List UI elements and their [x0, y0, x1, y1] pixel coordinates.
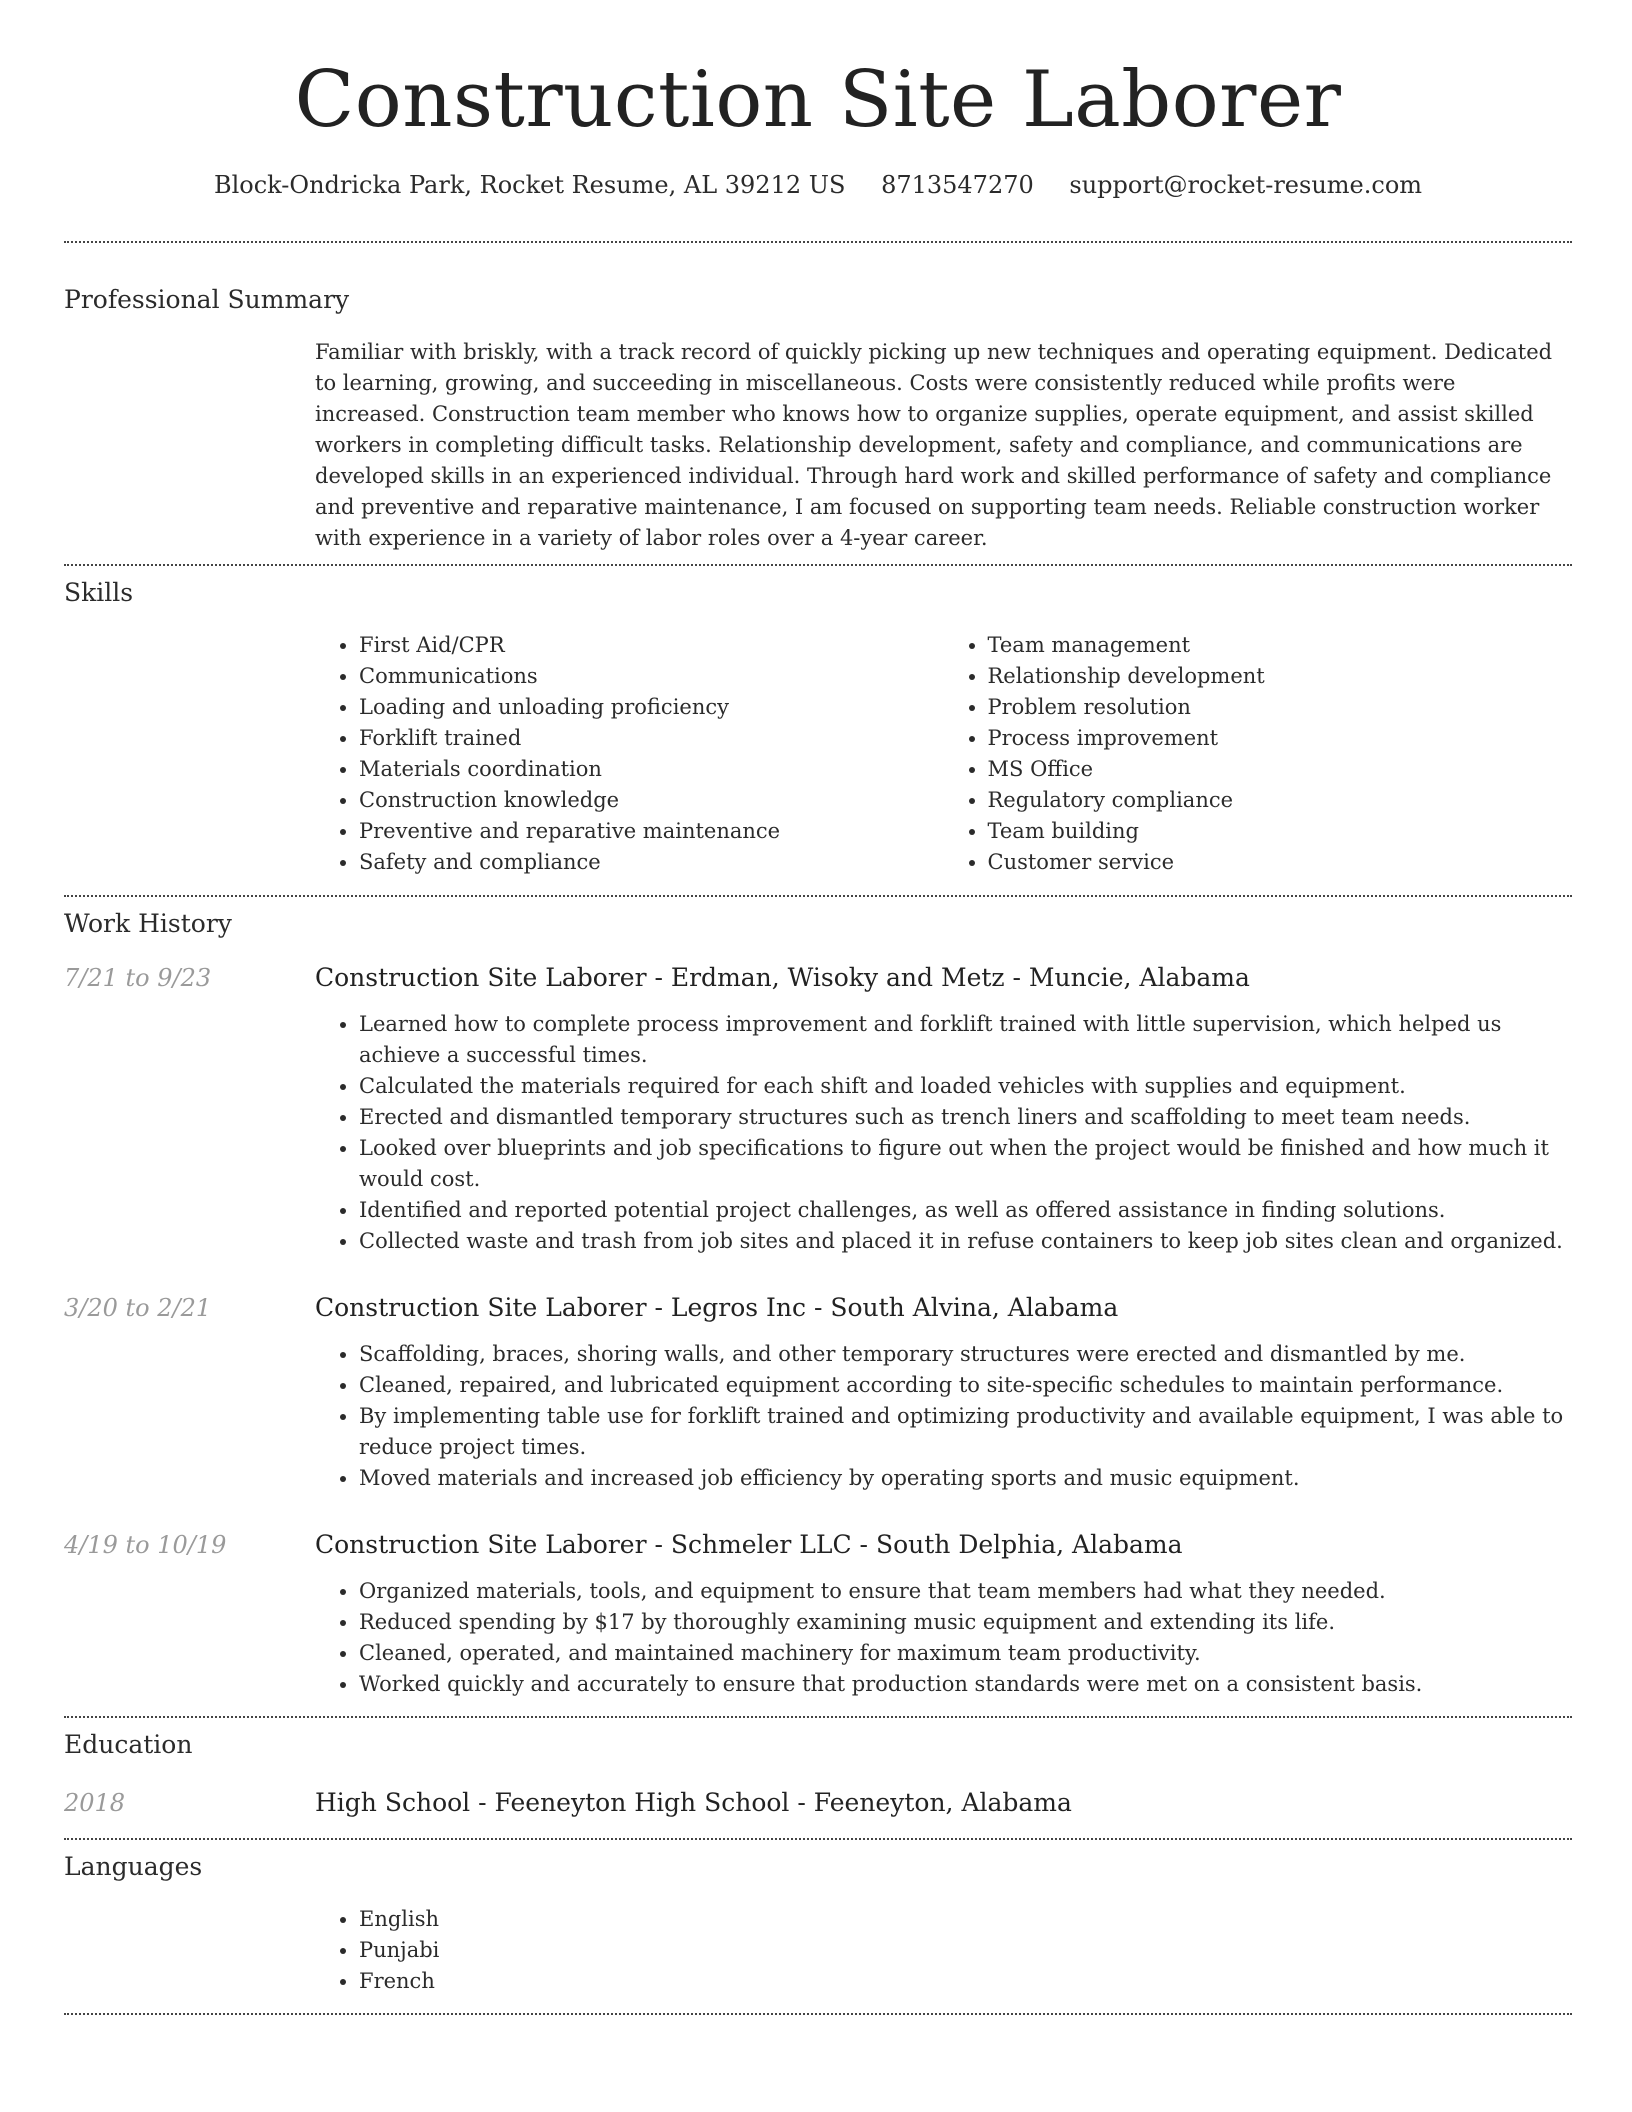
skill-item: • Team building: [988, 816, 1573, 847]
language-item: • French: [359, 1966, 1572, 1997]
skill-item: • Construction knowledge: [359, 785, 944, 816]
languages-heading: Languages: [64, 1852, 203, 1881]
skill-item: • Materials coordination: [359, 754, 944, 785]
job-duties: [315, 1339, 1572, 1494]
divider: [64, 564, 1572, 566]
contact-address: Block-Ondricka Park, Rocket Resume, AL 39212 US: [213, 171, 846, 199]
job-duty: • Collected waste and trash from job sites and placed it in refuse containers to keep job sites clean and organized.: [359, 1226, 1572, 1257]
skill-item: • Problem resolution: [988, 692, 1573, 723]
job-duty: • Reduced spending by $17 by thoroughly examining music equipment and extending its life.: [359, 1607, 1572, 1638]
skills-column-left: [315, 630, 944, 878]
skill-item: • Preventive and reparative maintenance: [359, 816, 944, 847]
divider: [64, 1716, 1572, 1718]
skills-heading: Skills: [64, 578, 134, 607]
job-duty: • Erected and dismantled temporary structures such as trench liners and scaffolding to meet team needs.: [359, 1102, 1572, 1133]
education-date: 2018: [64, 1789, 126, 1817]
skill-item: • Relationship development: [988, 661, 1573, 692]
language-item: • English: [359, 1904, 1572, 1935]
languages-list: [315, 1904, 1572, 1997]
skill-item: • Forklift trained: [359, 723, 944, 754]
divider: [64, 895, 1572, 897]
divider: [64, 241, 1572, 243]
skill-item: • Loading and unloading proficiency: [359, 692, 944, 723]
skill-item: • Regulatory compliance: [988, 785, 1573, 816]
job-duties: [315, 1009, 1572, 1257]
skills-list: [315, 630, 1572, 878]
job-duty: • By implementing table use for forklift trained and optimizing productivity and available equipment, I was able to reduce project times.: [359, 1401, 1572, 1463]
education-heading: Education: [64, 1730, 193, 1759]
job-duty: • Calculated the materials required for each shift and loaded vehicles with supplies and equipment.: [359, 1071, 1572, 1102]
summary-heading: Professional Summary: [64, 285, 350, 314]
job-duty: • Cleaned, operated, and maintained machinery for maximum team productivity.: [359, 1638, 1572, 1669]
skill-item: • Process improvement: [988, 723, 1573, 754]
contact-phone: 8713547270: [881, 171, 1034, 199]
contact-line: [64, 168, 1572, 202]
job-duty: • Organized materials, tools, and equipment to ensure that team members had what they needed.: [359, 1576, 1572, 1607]
skill-item: • Safety and compliance: [359, 847, 944, 878]
job-duty: • Looked over blueprints and job specifications to figure out when the project would be finished and how much it would cost.: [359, 1133, 1572, 1195]
language-item: • Punjabi: [359, 1935, 1572, 1966]
job-duty: • Learned how to complete process improvement and forklift trained with little supervision, which helped us achieve a successful times.: [359, 1009, 1572, 1071]
skill-item: • First Aid/CPR: [359, 630, 944, 661]
education-entry: [64, 1786, 1572, 1820]
skill-item: • Team management: [988, 630, 1573, 661]
contact-email: support@rocket-resume.com: [1069, 171, 1423, 199]
job-title: Construction Site Laborer - Erdman, Wisoky and Metz - Muncie, Alabama: [315, 963, 1250, 992]
job-title: Construction Site Laborer - Legros Inc - South Alvina, Alabama: [315, 1293, 1119, 1322]
job-duty: • Cleaned, repaired, and lubricated equipment according to site-specific schedules to maintain performance.: [359, 1370, 1572, 1401]
summary-text: Familiar with briskly, with a track record of quickly picking up new techniques and operating equipment. Dedicated to learning, growing, and succeeding in miscellaneous. Costs were consistently reduced while profits were increased. Construction team member who knows how to organize supplies, operate equipment, and assist skilled workers in completing difficult tasks. Relationship development, safety and compliance, and communications are developed skills in an experienced individual. Through hard work and skilled performance of safety and compliance and preventive and reparative maintenance, I am focused on supporting team needs. Reliable construction worker with experience in a variety of labor roles over a 4-year career.: [315, 340, 1553, 550]
job-date: 3/20 to 2/21: [64, 1294, 212, 1322]
work-heading: Work History: [64, 909, 232, 938]
job-header: [64, 1528, 1572, 1562]
resume-name: Construction Site Laborer: [294, 55, 1342, 145]
job-duty: • Moved materials and increased job efficiency by operating sports and music equipment.: [359, 1463, 1572, 1494]
job-duties: [315, 1576, 1572, 1700]
divider: [64, 1838, 1572, 1840]
job-date: 4/19 to 10/19: [64, 1531, 227, 1559]
job-header: [64, 1291, 1572, 1325]
job-duty: • Identified and reported potential project challenges, as well as offered assistance in finding solutions.: [359, 1195, 1572, 1226]
job-duty: • Scaffolding, braces, shoring walls, and other temporary structures were erected and dismantled by me.: [359, 1339, 1572, 1370]
skill-item: • Customer service: [988, 847, 1573, 878]
job-duty: • Worked quickly and accurately to ensure that production standards were met on a consistent basis.: [359, 1669, 1572, 1700]
skills-column-right: [944, 630, 1573, 878]
skill-item: • Communications: [359, 661, 944, 692]
job-header: [64, 961, 1572, 995]
divider: [64, 2013, 1572, 2015]
skill-item: • MS Office: [988, 754, 1573, 785]
education-title: High School - Feeneyton High School - Feeneyton, Alabama: [315, 1788, 1072, 1817]
job-title: Construction Site Laborer - Schmeler LLC - South Delphia, Alabama: [315, 1530, 1183, 1559]
job-date: 7/21 to 9/23: [64, 964, 212, 992]
resume-content: [64, 0, 1572, 2015]
